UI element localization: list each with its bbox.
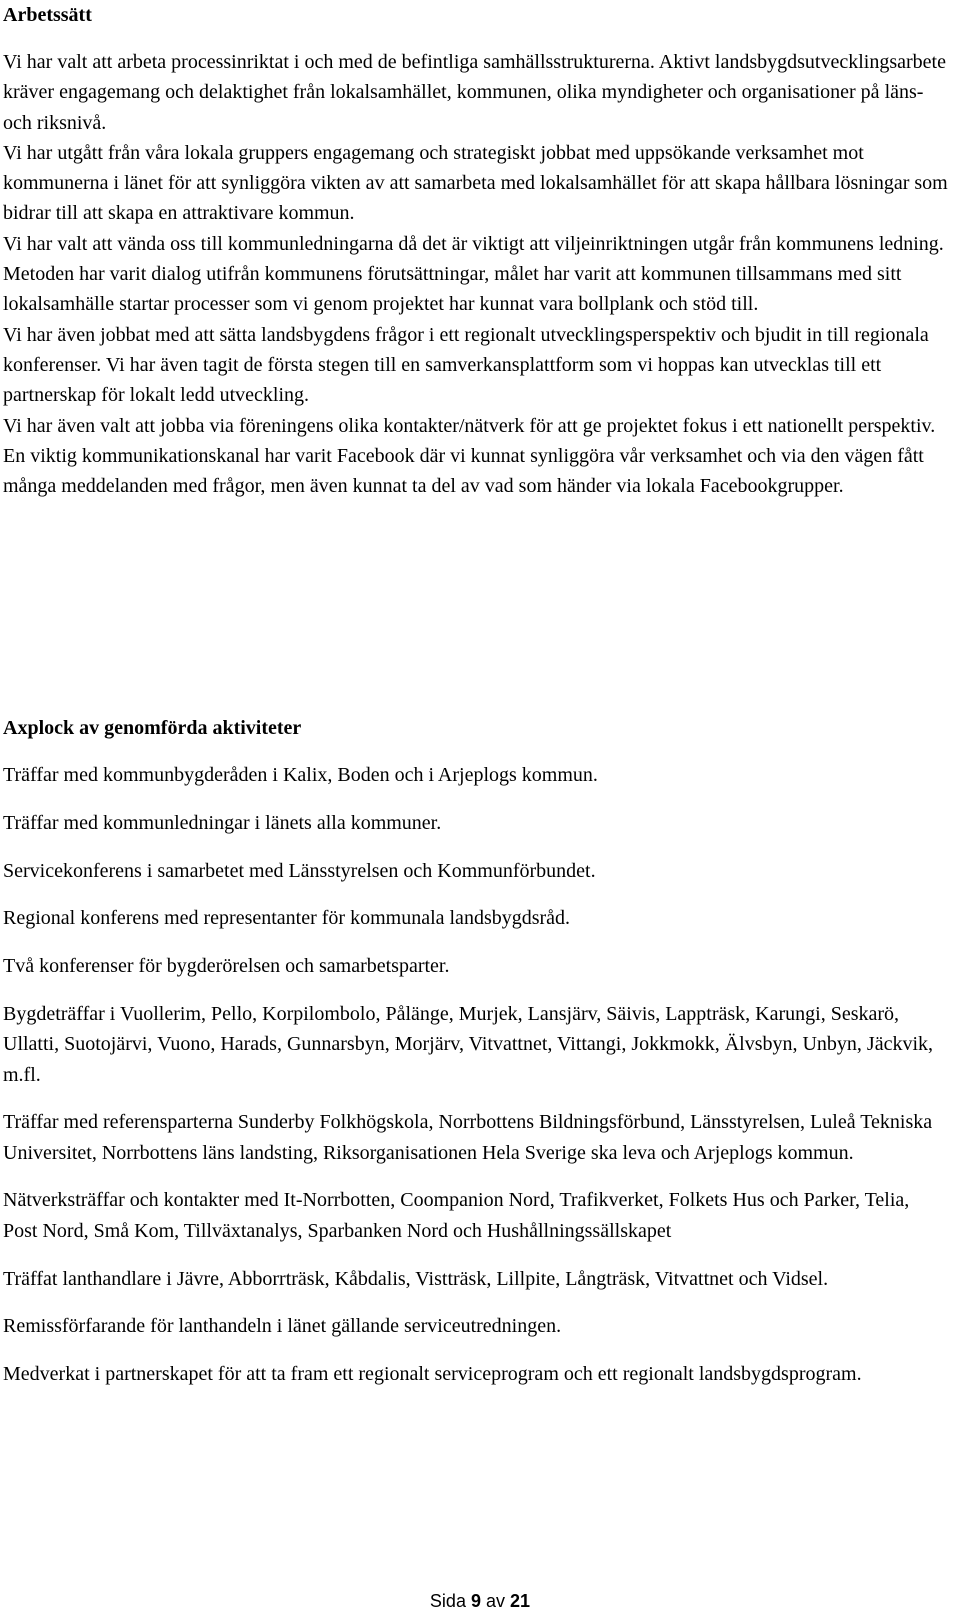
activity-list xyxy=(3,760,948,1407)
section-heading-arbetssatt: Arbetssätt xyxy=(3,4,92,26)
activity-item: Två konferenser för bygderörelsen och samarbetsparter. xyxy=(3,955,450,978)
page-separator: av xyxy=(486,1591,506,1611)
paragraph: Vi har även valt att jobba via föreningens olika kontakter/nätverk för att ge projektet fokus i ett nationellt perspektiv. xyxy=(3,414,936,437)
activity-item: Servicekonferens i samarbetet med Länsstyrelsen och Kommunförbundet. xyxy=(3,859,596,882)
activity-item: Remissförfarande för lanthandeln i länet gällande serviceutredningen. xyxy=(3,1315,562,1338)
intro-text xyxy=(3,47,948,501)
paragraph: Vi har valt att arbeta processinriktat i och med de befintliga samhällsstrukturerna. Aktivt landsbygdsutvecklingsarbete kräver engagemang och delaktighet från lokalsamhället, kommunen, olika myndigheter och organisationer på läns- och riksnivå. xyxy=(3,51,946,134)
activity-item: Träffar med kommunledningar i länets alla kommuner. xyxy=(3,811,442,834)
activity-item: Träffar med kommunbygderåden i Kalix, Boden och i Arjeplogs kommun. xyxy=(3,764,598,786)
paragraph: Vi har även jobbat med att sätta landsbygdens frågor i ett regionalt utvecklingsperspektiv och bjudit in till regionala konferenser. Vi har även tagit de första stegen till en samverkansplattform som vi hoppas kan utvecklas till ett partnerskap för lokalt ledd utveckling. xyxy=(3,323,929,407)
activity-item: Nätverksträffar och kontakter med It-Norrbotten, Coompanion Nord, Trafikverket, Folkets Hus och Parker, Telia, Post Nord, Små Kom, Tillväxtanalys, Sparbanken Nord och Hushållningssällskapet xyxy=(3,1189,910,1242)
paragraph: En viktig kommunikationskanal har varit Facebook där vi kunnat synliggöra vår verksamhet och via den vägen fått många meddelanden med frågor, men även kunnat ta del av vad som händer via lokala Facebookgrupper. xyxy=(3,444,924,498)
activity-item: Bygdeträffar i Vuollerim, Pello, Korpilombolo, Pålänge, Murjek, Lansjärv, Säivis, Lappträsk, Karungi, Seskarö, Ullatti, Suotojärvi, Vuono, Harads, Gunnarsbyn, Morjärv, Vitvattnet, Vittangi, Jokkmokk, Älvsbyn, Unbyn, Jäckvik, m.fl. xyxy=(3,1002,934,1086)
total-pages-number: 21 xyxy=(510,1591,531,1611)
section-heading-activities: Axplock av genomförda aktiviteter xyxy=(3,717,302,739)
page-number-footer xyxy=(0,1590,960,1612)
document-page xyxy=(3,0,948,1386)
activity-item: Träffat lanthandlare i Jävre, Abborrträsk, Kåbdalis, Vistträsk, Lillpite, Långträsk, Vitvattnet och Vidsel. xyxy=(3,1267,829,1290)
current-page-number: 9 xyxy=(470,1591,481,1611)
paragraph: Vi har utgått från våra lokala gruppers engagemang och strategiskt jobbat med uppsökande verksamhet mot kommunerna i länet för att synliggöra vikten av att samarbeta med lokalsamhället för att skapa hållbara lösningar som bidrar till att skapa en attraktivare kommun. xyxy=(3,141,948,225)
page-label: Sida xyxy=(429,1591,466,1611)
activity-item: Träffar med referensparterna Sunderby Folkhögskola, Norrbottens Bildningsförbund, Länsstyrelsen, Luleå Tekniska Universitet, Norrbottens läns landsting, Riksorganisationen Hela Sverige ska leva och Arjeplogs kommun. xyxy=(3,1111,933,1164)
activity-item: Medverkat i partnerskapet för att ta fram ett regionalt serviceprogram och ett regionalt landsbygdsprogram. xyxy=(3,1363,862,1386)
activity-item: Regional konferens med representanter för kommunala landsbygdsråd. xyxy=(3,907,571,930)
paragraph: Vi har valt att vända oss till kommunledningarna då det är viktigt att viljeinriktningen utgår från kommunens ledning. Metoden har varit dialog utifrån kommunens förutsättningar, målet har varit att kommunen tillsammans med sitt lokalsamhälle startar processer som vi genom projektet har kunnat vara bollplank och stöd till. xyxy=(3,232,944,316)
